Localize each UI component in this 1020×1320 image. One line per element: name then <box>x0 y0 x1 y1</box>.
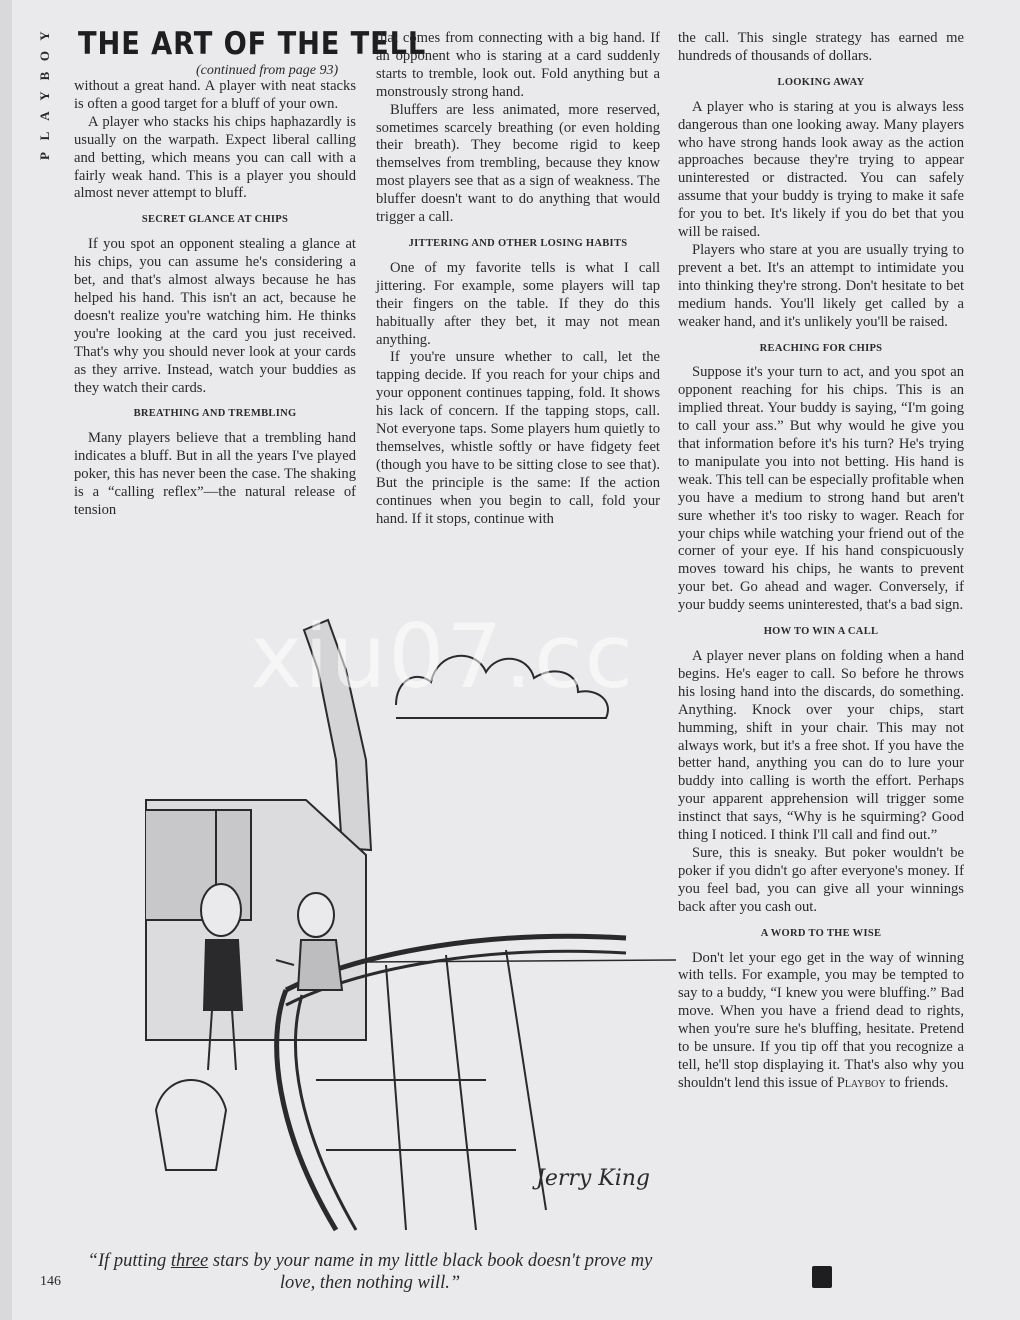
paragraph: A player who is staring at you is always less dangerous than one looking away. Many players who have strong hands look away as the action approaches because they're trying to appear uninterested or distracted. You can safely assume that your buddy is trying to make it safe for you to bet. It's likely if you do bet that you will be raised. <box>678 98 964 241</box>
paragraph: One of my favorite tells is what I call jittering. For example, some players will tap their fingers on the table. If they do this habitually after they bet, it may not mean anything. <box>376 259 660 348</box>
bunny-logo-icon <box>812 1266 832 1288</box>
page-number: 146 <box>40 1274 61 1289</box>
paragraph: Sure, this is sneaky. But poker wouldn't be poker if you didn't go after everyone's money. If you feel bad, you can give all your winnings back after you cash out. <box>678 844 964 915</box>
paragraph: If you're unsure whether to call, let the tapping decide. If you reach for your chips and your opponent continues tapping, fold. It shows his lack of concern. If the tapping stops, call. Not everyone taps. Some players hum quietly to themselves, whistle softly or have fidgety feet (though you have to be sitting close to see that). But the principle is the same: If the action continues when you begin to call, fold your hand. If it stops, continue with <box>376 349 660 527</box>
section-heading: BREATHING AND TREMBLING <box>133 408 297 420</box>
cartoon-caption: “If putting three stars by your name in my little black book doesn't prove my love, then nothing will.” <box>87 1251 653 1293</box>
running-head: Y O B Y A L P <box>37 31 52 160</box>
section-heading: REACHING FOR CHIPS <box>759 342 883 354</box>
section-heading: SECRET GLANCE AT CHIPS <box>141 214 289 226</box>
watermark: xiu07.cc <box>250 605 636 708</box>
magazine-name: Playboy <box>836 1074 886 1091</box>
paragraph: Players who stare at you are usually trying to prevent a bet. It's an attempt to intimidate you into thinking they're strong. Don't hesitate to bet medium hands. You'll likely get called by a weaker hand, and it's unlikely you'll be raised. <box>678 241 964 330</box>
paragraph: Don't let your ego get in the way of winning with tells. For example, you may be tempted to say to a buddy, “I knew you were bluffing.” Bad move. When you have a friend dead to rights, when you're sure he's bluffing, hesitate. Pretend to be unsure. If you tip off that you recognize a tell, he'll stop displaying it. That's also why you shouldn't lend this issue of Playboy to friends. <box>678 949 964 1091</box>
column-2 <box>376 30 660 528</box>
article-title: THE ART OF THE TELL <box>78 26 427 62</box>
column-1 <box>74 78 356 520</box>
paragraph: that comes from connecting with a big hand. If an opponent who is staring at a card suddenly starts to tremble, look out. Fold anything but a monstrously strong hand. <box>376 30 660 100</box>
artist-signature: Jerry King <box>536 1166 651 1191</box>
page-edge <box>0 0 12 1320</box>
paragraph: without a great hand. A player with neat stacks is often a good target for a bluff of your own. <box>74 78 356 112</box>
section-heading: LOOKING AWAY <box>777 76 865 88</box>
paragraph: Many players believe that a trembling hand indicates a bluff. But in all the years I've played poker, this has never been the case. The shaking is a “calling reflex”—the natural release of tension <box>74 430 356 518</box>
paragraph: Suppose it's your turn to act, and you spot an opponent reaching for his chips. This is an implied threat. Your buddy is saying, “I'm going to call your ass.” But why would he give you that information before it's his turn? He's trying to manipulate you into not betting. His hand is weak. This tell can be especially profitable when you have a medium to strong hand but aren't sure whether it's too risky to wager. Reach for your chips while watching your friend out of the corner of your eye. If his hand conspicuously moves toward his chips, he wants to prevent your bet. Go ahead and wager. Conversely, if your buddy seems uninterested, that's a bad sign. <box>678 364 964 614</box>
column-3 <box>678 30 964 1093</box>
paragraph: Bluffers are less animated, more reserved, sometimes scarcely breathing (or even holding their breath). They become rigid to keep themselves from trembling, because they know most players see that as a sign of weakness. The bluffer doesn't want to do anything that would trigger a call. <box>376 101 660 226</box>
section-heading: HOW TO WIN A CALL <box>763 626 879 638</box>
paragraph: A player who stacks his chips haphazardly is usually on the warpath. Expect liberal calling and betting, which means you can call with a fairly weak hand. This is a player you should almost never attempt to bluff. <box>74 113 356 202</box>
section-heading: JITTERING AND OTHER LOSING HABITS <box>408 237 628 249</box>
patio-chair <box>156 1080 226 1170</box>
section-heading: A WORD TO THE WISE <box>760 927 882 939</box>
paragraph: the call. This single strategy has earned me hundreds of thousands of dollars. <box>678 30 964 64</box>
woman-figure <box>201 884 242 1070</box>
paragraph: If you spot an opponent stealing a glance at his chips, you can assume he's considering a bet, and that's almost always because he has helped his hand. This isn't an act, because he doesn't realize you're watching him. He thinks you're looking at the card you just received. That's why you should never look at your cards as they arrive. Instead, watch your buddies as they watch their cards. <box>74 236 356 396</box>
paragraph: A player never plans on folding when a hand begins. He's eager to call. So before he throws his losing hand into the discards, do something. Anything. Knock over your chips, start humming, shift in your chair. This may not always work, but it's a free shot. If you have the better hand, anything you can do to lure your buddy into calling is worth the effort. Perhaps your apparent apprehension will trigger some instinct that says, “Why is he squirming? Good thing I noticed. I think I'll call and find out.” <box>678 648 964 844</box>
continued-note: (continued from page 93) <box>196 63 339 78</box>
